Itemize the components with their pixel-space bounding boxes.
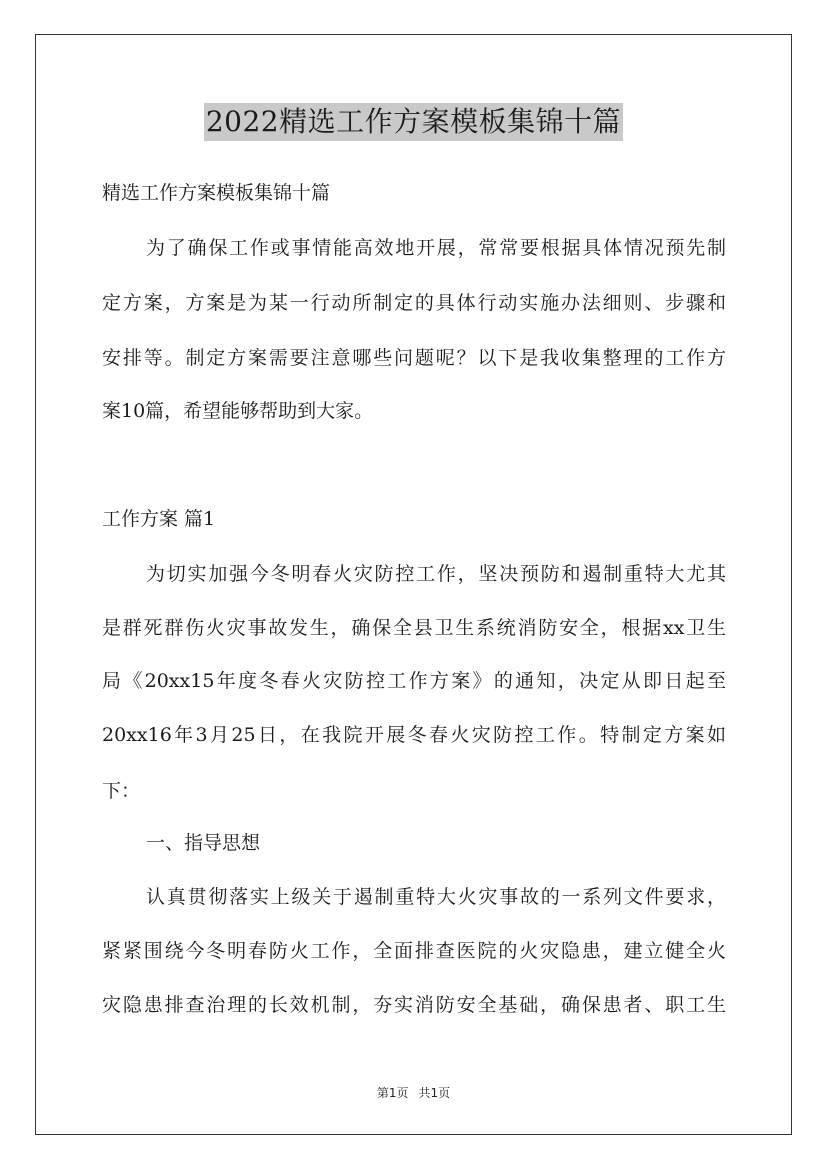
intro-line: 案10篇，希望能够帮助到大家。 — [102, 400, 374, 422]
page-number: 第1页 — [376, 1086, 409, 1100]
page-total: 共1页 — [418, 1086, 451, 1100]
sub-heading: 一、指导思想 — [146, 832, 261, 854]
section-para-line: 下： — [102, 780, 141, 802]
intro-line: 为了确保工作或事情能高效地开展，常常要根据具体情况预先制 — [146, 237, 726, 259]
section-para-line: 局《20xx15年度冬春火灾防控工作方案》的通知，决定从即日起至 — [102, 670, 726, 692]
sub-para-line: 紧紧围绕今冬明春防火工作，全面排查医院的火灾隐患，建立健全火 — [102, 940, 726, 962]
intro-line: 安排等。制定方案需要注意哪些问题呢？以下是我收集整理的工作方 — [102, 347, 726, 369]
sub-para-line: 灾隐患排查治理的长效机制，夯实消防安全基础，确保患者、职工生 — [102, 994, 726, 1016]
section-para-line: 是群死群伤火灾事故发生，确保全县卫生系统消防安全，根据xx卫生 — [102, 617, 726, 639]
section-heading: 工作方案 篇1 — [102, 508, 216, 530]
section-para-line: 20xx16年3月25日，在我院开展冬春火灾防控工作。特制定方案如 — [102, 724, 726, 746]
title-container — [0, 103, 827, 141]
sub-para-line: 认真贯彻落实上级关于遏制重特大火灾事故的一系列文件要求， — [146, 886, 726, 908]
page-footer — [0, 1084, 827, 1101]
document-title: 2022精选工作方案模板集锦十篇 — [204, 103, 623, 141]
intro-line: 定方案，方案是为某一行动所制定的具体行动实施办法细则、步骤和 — [102, 292, 726, 314]
subtitle: 精选工作方案模板集锦十篇 — [102, 182, 331, 204]
section-para-line: 为切实加强今冬明春火灾防控工作，坚决预防和遏制重特大尤其 — [146, 563, 726, 585]
